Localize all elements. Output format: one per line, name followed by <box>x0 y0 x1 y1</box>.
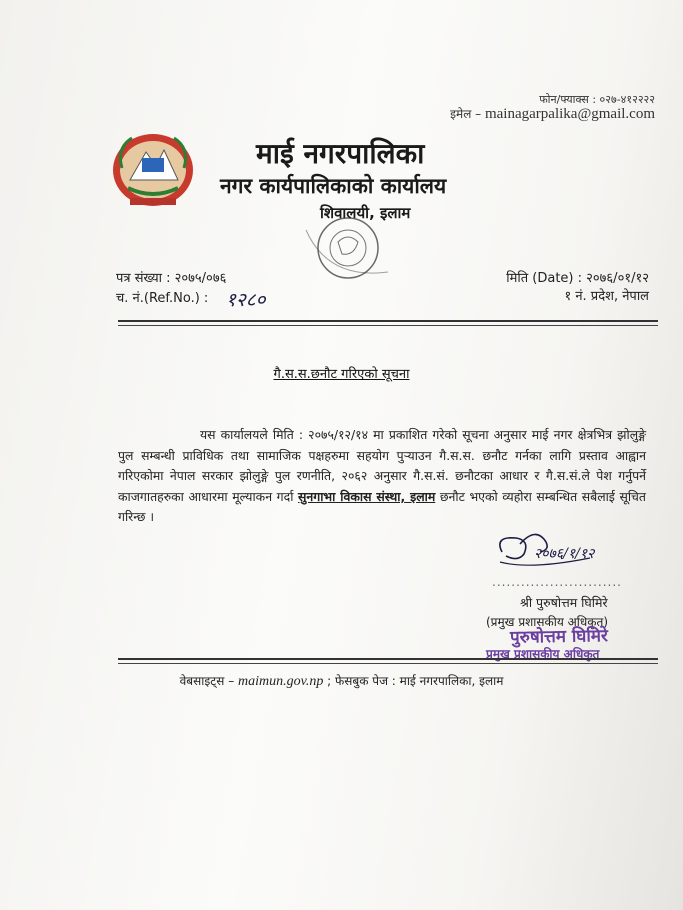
header-divider <box>118 320 658 322</box>
signatory-name: श्री पुरुषोत्तम घिमिरे <box>520 595 608 610</box>
footer-divider <box>118 658 658 660</box>
seal-title: प्रमुख प्रशासकीय अधिकृत <box>486 647 600 661</box>
body-part-1: यस कार्यालयले मिति : २०७५/१२/१४ मा प्रकाशित गरेको सूचना अनुसार माई नगर क्षेत्रभित्र झोलुङ्गे पुल सम्बन्धी प्राविधिक तथा सामाजिक पक्षहरुमा सहयोग पुर्‍याउन गै.स.स. छनौट गर्नका लागि प्रस्ताव आह्वान गरिएकोमा नेपाल सरकार झोलुङ्गे पुल रणनीति, २०६२ अनुसार गै.स.सं. छनौटका आधार र गै.स.सं.ले पेश गर्नुपर्ने काजगातहरुका आधारमा मूल्याकन गर्दा <box>118 427 646 504</box>
signatory-title: (प्रमुख प्रशासकीय अधिकृत) <box>486 615 609 629</box>
letter-date: मिति (Date) : २०७६/०१/१२ <box>506 271 649 286</box>
footer-divider-thin <box>118 663 658 664</box>
website-link[interactable]: maimun.gov.np <box>238 674 324 689</box>
header-divider-thin <box>118 325 658 326</box>
website-label: वेबसाइट्स – <box>179 674 235 688</box>
letter-number: पत्र संख्या : २०७५/०७६ <box>116 271 227 286</box>
office-stamp-icon <box>298 210 394 288</box>
province: १ नं. प्रदेश, नेपाल <box>564 289 649 304</box>
footer <box>0 672 683 690</box>
selected-organization: सुनगाभा विकास संस्था, इलाम <box>297 488 436 504</box>
facebook-page: ; फेसबुक पेज : माई नगरपालिका, इलाम <box>327 674 504 688</box>
government-emblem-icon <box>108 128 198 210</box>
notice-body <box>118 425 646 528</box>
signature-dotted-line: ........................... <box>492 575 622 589</box>
office-title: नगर कार्यपालिकाको कार्यालय <box>220 174 447 198</box>
email-label: इमेल – <box>450 107 482 121</box>
phone-fax: फोन/फ्याक्स : ०२७-४१२२२२ <box>539 93 655 106</box>
reference-number-label: च. नं.(Ref.No.) : <box>116 291 209 306</box>
signature-date: २०७६/१/१२ <box>534 546 595 562</box>
seal-name: पुरुषोत्तम घिमिरे <box>509 626 609 648</box>
office-location: शिवालयी, इलाम <box>320 204 411 222</box>
municipality-title: माई नगरपालिका <box>256 137 425 170</box>
body-part-2: छनौट भएको व्यहोरा सम्बन्धित सबैलाई सूचित गरिन्छ । <box>118 488 646 524</box>
signature-icon <box>490 522 600 577</box>
notice-subject <box>0 364 683 382</box>
email-address: mainagarpalika@gmail.com <box>484 106 655 122</box>
subject-text: गै.स.स.छनौट गरिएको सूचना <box>273 367 410 382</box>
reference-number-handwritten: १२८० <box>226 289 266 311</box>
email-line <box>450 106 655 122</box>
